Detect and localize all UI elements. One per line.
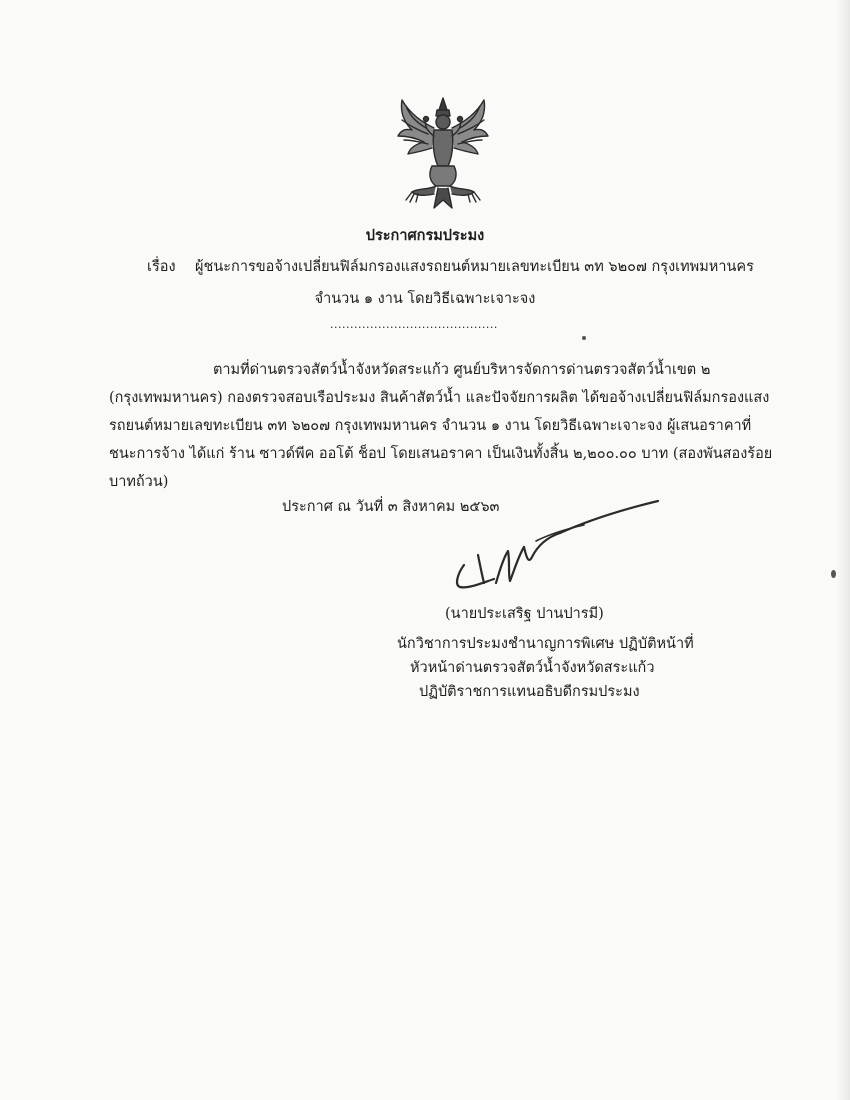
signer-position-1: นักวิชาการประมงชำนาญการพิเศษ ปฏิบัติหน้าที่ [397, 636, 694, 652]
handwritten-signature-icon [448, 495, 668, 595]
subject-text-continued: จำนวน ๑ งาน โดยวิธีเฉพาะเจาะจง [314, 291, 536, 307]
scan-speck [582, 336, 586, 340]
body-line: (กรุงเทพมหานคร) กองตรวจสอบเรือประมง สินค้าสัตว์น้ำ และปัจจัยการผลิต ได้ขอจ้างเปลี่ยนฟิล์มกรองแสง [109, 390, 770, 406]
body-paragraph [109, 356, 773, 496]
garuda-emblem-icon [392, 92, 494, 212]
document-title: ประกาศกรมประมง [365, 227, 485, 244]
signer-position-2: หัวหน้าด่านตรวจสัตว์น้ำจังหวัดสระแก้ว [410, 660, 655, 676]
separator-dots: .......................................... [330, 318, 498, 331]
subject-label: เรื่อง [147, 259, 176, 275]
announcement-date: ประกาศ ณ วันที่ ๓ สิงหาคม ๒๕๖๓ [282, 499, 500, 515]
scan-speck [831, 570, 836, 578]
body-line: ชนะการจ้าง ได้แก่ ร้าน ซาวด์พีค ออโต้ ช็อป โดยเสนอราคา เป็นเงินทั้งสิ้น ๒,๒๐๐.๐๐ บาท (สองพันสองร้อย [109, 446, 773, 462]
body-line: ตามที่ด่านตรวจสัตว์น้ำจังหวัดสระแก้ว ศูนย์บริหารจัดการด่านตรวจสัตว์น้ำเขต ๒ [213, 362, 711, 378]
scan-edge-shadow [836, 0, 850, 1100]
subject-text: ผู้ชนะการขอจ้างเปลี่ยนฟิล์มกรองแสงรถยนต์หมายเลขทะเบียน ๓ท ๖๒๐๗ กรุงเทพมหานคร [195, 259, 754, 275]
body-line: รถยนต์หมายเลขทะเบียน ๓ท ๖๒๐๗ กรุงเทพมหานคร จำนวน ๑ งาน โดยวิธีเฉพาะเจาะจง ผู้เสนอราคาที่ [109, 418, 752, 434]
signer-position-3: ปฏิบัติราชการแทนอธิบดีกรมประมง [419, 684, 640, 700]
signer-name: (นายประเสริฐ ปานปารมี) [445, 606, 604, 622]
body-line: บาทถ้วน) [109, 474, 169, 490]
